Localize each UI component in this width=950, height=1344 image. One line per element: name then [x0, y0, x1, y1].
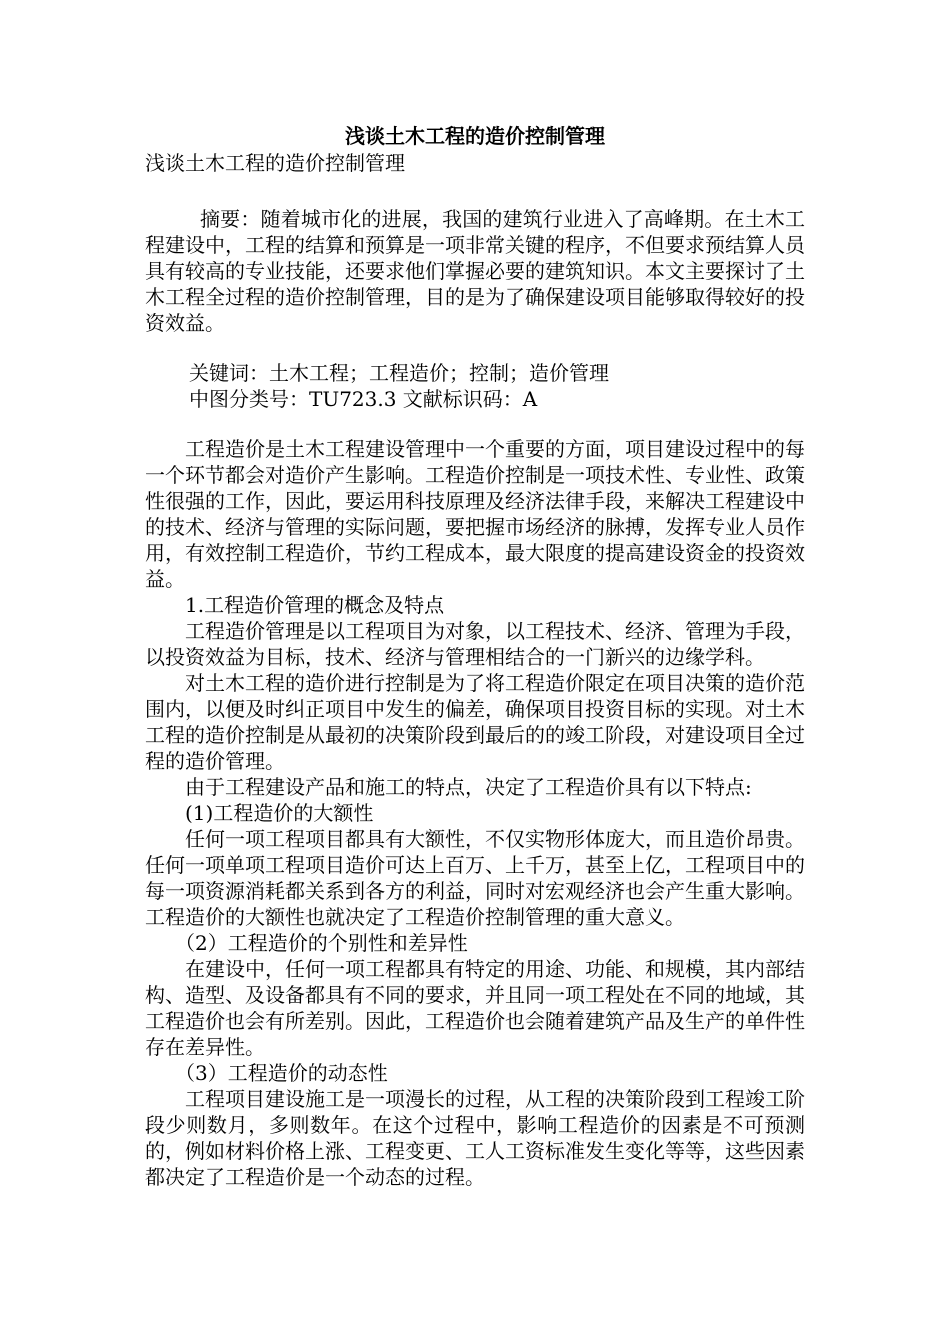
- spacer: [145, 176, 805, 206]
- section-heading: 1.工程造价管理的概念及特点: [185, 593, 445, 617]
- item3-paragraph: 工程项目建设施工是一项漫长的过程，从工程的决策阶段到工程竣工阶段少则数月，多则数年。在这个过程中，影响工程造价的因素是不可预测的，例如材料价格上涨、工程变更、工人工资标准发生变化等等，这些因素都决定了工程造价是一个动态的过程。: [145, 1087, 805, 1189]
- abstract-paragraph: 摘要：随着城市化的进展，我国的建筑行业进入了高峰期。在土木工程建设中，工程的结算和预算是一项非常关键的程序，不但要求预结算人员具有较高的专业技能，还要求他们掌握必要的建筑知识。本文主要探讨了土木工程全过程的造价控制管理，目的是为了确保建设项目能够取得较好的投资效益。: [145, 207, 805, 335]
- document-title: 浅谈土木工程的造价控制管理: [345, 124, 605, 148]
- section1-paragraph-2: 对土木工程的造价进行控制是为了将工程造价限定在项目决策的造价范围内，以便及时纠正项目中发生的偏差，确保项目投资目标的实现。对土木工程的造价控制是从最初的决策阶段到最后的的竣工阶段，对建设项目全过程的造价管理。: [145, 671, 805, 773]
- keywords-line: 关键词：土木工程；工程造价；控制；造价管理: [189, 361, 609, 385]
- document-body: [145, 122, 805, 1190]
- section1-paragraph-1: 工程造价管理是以工程项目为对象，以工程技术、经济、管理为手段，以投资效益为目标，技术、经济与管理相结合的一门新兴的边缘学科。: [145, 619, 805, 669]
- item3-heading: （3）工程造价的动态性: [175, 1061, 388, 1085]
- spacer: [145, 412, 805, 436]
- item2-paragraph: 在建设中，任何一项工程都具有特定的用途、功能、和规模，其内部结构、造型、及设备都具有不同的要求，并且同一项工程处在不同的地域，其工程造价也会有所差别。因此，工程造价也会随着建筑产品及生产的单件性存在差异性。: [145, 957, 805, 1059]
- spacer: [145, 336, 805, 360]
- document-subtitle: 浅谈土木工程的造价控制管理: [145, 151, 405, 175]
- classification-line: 中图分类号：TU723.3 文献标识码：A: [189, 387, 538, 411]
- item2-heading: （2）工程造价的个别性和差异性: [175, 931, 468, 955]
- intro-paragraph: 工程造价是土木工程建设管理中一个重要的方面，项目建设过程中的每一个环节都会对造价产生影响。工程造价控制是一项技术性、专业性、政策性很强的工作，因此，要运用科技原理及经济法律手段，来解决工程建设中的技术、经济与管理的实际问题，要把握市场经济的脉搏，发挥专业人员作用，有效控制工程造价，节约工程成本，最大限度的提高建设资金的投资效益。: [145, 437, 805, 591]
- section1-paragraph-3: 由于工程建设产品和施工的特点，决定了工程造价具有以下特点:: [185, 775, 752, 799]
- item1-paragraph: 任何一项工程项目都具有大额性，不仅实物形体庞大，而且造价昂贵。任何一项单项工程项目造价可达上百万、上千万，甚至上亿，工程项目中的每一项资源消耗都关系到各方的利益，同时对宏观经济也会产生重大影响。工程造价的大额性也就决定了工程造价控制管理的重大意义。: [145, 827, 805, 929]
- item1-heading: (1)工程造价的大额性: [185, 801, 374, 825]
